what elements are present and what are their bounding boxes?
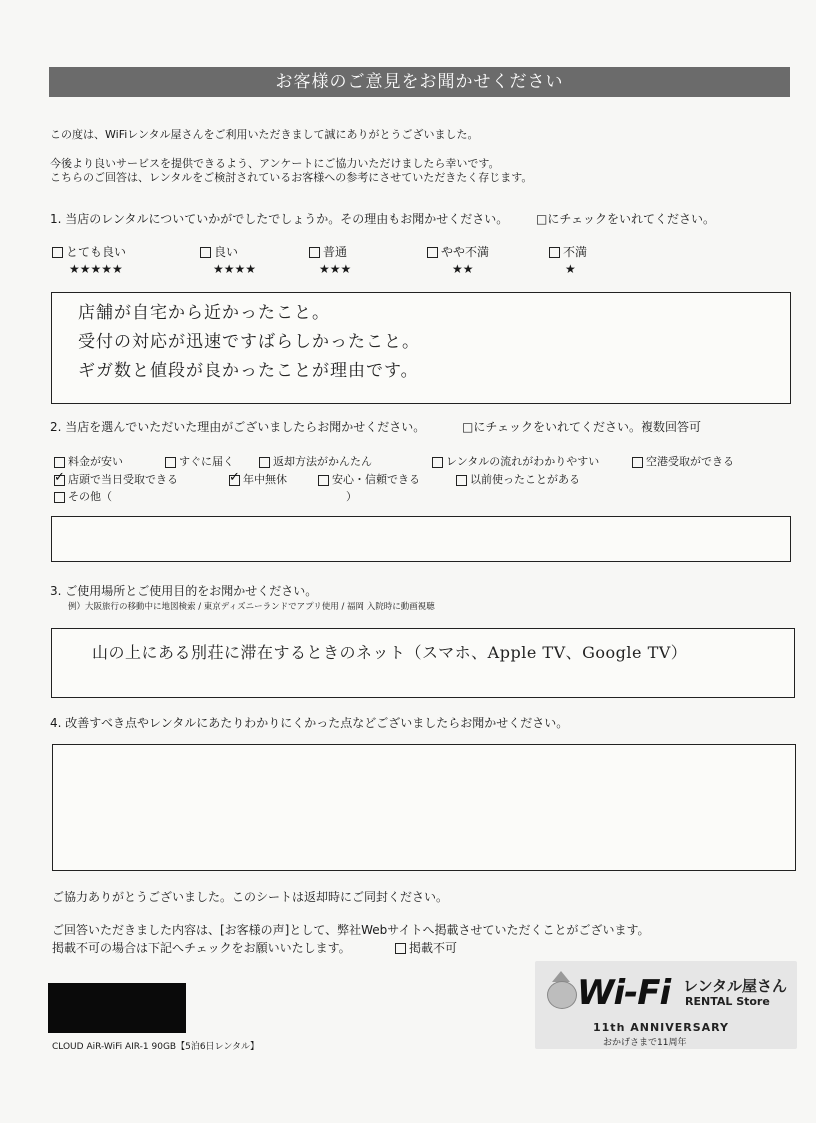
reason-label: 安心・信頼できる: [332, 473, 420, 486]
q1-answer-line-1: 店舗が自宅から近かったこと。: [78, 303, 330, 323]
rating-option-good[interactable]: [200, 245, 238, 260]
rating-label: やや不満: [441, 245, 490, 259]
logo-brand: Wi-Fi: [577, 973, 671, 1013]
checkbox-checked-icon[interactable]: [229, 475, 240, 486]
q3-answer-box[interactable]: [51, 628, 795, 698]
reason-label: 返却方法がかんたん: [273, 455, 372, 468]
mascot-icon: [547, 981, 577, 1009]
rating-label: とても良い: [66, 245, 127, 259]
rating-label: 不満: [563, 245, 588, 259]
q1-instruction: □にチェックをいれてください。: [536, 212, 715, 226]
reason-label: 以前使ったことがある: [470, 473, 580, 486]
q3-question: 3. ご使用場所とご使用目的をお聞かせください。: [50, 584, 318, 598]
q2-answer-box[interactable]: [51, 516, 791, 562]
q3-answer: 山の上にある別荘に滞在するときのネット（スマホ、Apple TV、Google TV）: [92, 643, 688, 662]
intro-line-1: この度は、WiFiレンタル屋さんをご利用いただきまして誠にありがとうございました。: [50, 128, 479, 141]
rating-stars: ★★★: [319, 262, 352, 276]
logo-jp-name: レンタル屋さん: [683, 977, 788, 995]
reason-option[interactable]: [456, 473, 580, 487]
q2-instruction: □にチェックをいれてください。複数回答可: [462, 420, 701, 434]
reason-option[interactable]: [432, 455, 599, 469]
q1-answer-box[interactable]: [51, 292, 791, 404]
footer-publish-note: ご回答いただきました内容は、[お客様の声]として、弊社Webサイトへ掲載させていただくことがございます。: [52, 923, 650, 937]
q3-example: 例）大阪旅行の移動中に地図検索 / 東京ディズニーランドでアプリ使用 / 福岡 入院時に動画視聴: [68, 602, 435, 612]
logo-en-name: RENTAL Store: [685, 995, 770, 1008]
rating-label: 普通: [323, 245, 348, 259]
checkbox-icon[interactable]: [432, 457, 443, 468]
checkbox-icon[interactable]: [549, 247, 560, 258]
checkbox-checked-icon[interactable]: [52, 247, 63, 258]
reason-label: すぐに届く: [179, 455, 234, 468]
checkbox-icon[interactable]: [200, 247, 211, 258]
q4-answer-box[interactable]: [52, 744, 796, 871]
q1-answer-line-3: ギガ数と値段が良かったことが理由です。: [78, 361, 419, 381]
reason-label: 空港受取ができる: [646, 455, 734, 468]
checkbox-icon[interactable]: [259, 457, 270, 468]
store-logo: [535, 961, 797, 1049]
logo-anniversary: 11th ANNIVERSARY: [593, 1021, 730, 1034]
q1-question: 1. 当店のレンタルについていかがでしたでしょうか。その理由もお聞かせください。: [50, 212, 509, 226]
reason-option[interactable]: [54, 455, 123, 469]
q1-answer-line-2: 受付の対応が迅速ですばらしかったこと。: [78, 332, 420, 352]
reason-label: 年中無休: [243, 473, 287, 486]
rating-stars: ★★★★★: [69, 262, 123, 276]
checkbox-checked-icon[interactable]: [54, 475, 65, 486]
intro-line-2: 今後より良いサービスを提供できるよう、アンケートにご協力いただけましたら幸いです。: [50, 157, 500, 170]
rating-option-average[interactable]: [309, 245, 347, 260]
checkbox-icon[interactable]: [54, 492, 65, 503]
checkbox-icon[interactable]: [309, 247, 320, 258]
reason-option[interactable]: [229, 473, 287, 487]
checkbox-icon[interactable]: [427, 247, 438, 258]
reason-label: 料金が安い: [68, 455, 123, 468]
rating-option-very-good[interactable]: [52, 245, 126, 260]
rating-option-somewhat-dissatisfied[interactable]: [427, 245, 489, 260]
reason-option[interactable]: [165, 455, 234, 469]
checkbox-icon[interactable]: [318, 475, 329, 486]
reason-option[interactable]: [318, 473, 420, 487]
rating-option-dissatisfied[interactable]: [549, 245, 587, 260]
rating-label: 良い: [214, 245, 239, 259]
intro-line-3: こちらのご回答は、レンタルをご検討されているお客様への参考にさせていただきたく存じます。: [50, 171, 533, 184]
rating-stars: ★: [565, 262, 576, 276]
page-title: お客様のご意見をお聞かせください: [49, 67, 790, 97]
checkbox-icon[interactable]: [456, 475, 467, 486]
reason-option[interactable]: [54, 473, 178, 487]
logo-thanks: おかげさまで11周年: [603, 1038, 687, 1048]
reason-label: レンタルの流れがわかりやすい: [446, 455, 600, 468]
reason-label: その他（: [68, 490, 112, 503]
q4-question: 4. 改善すべき点やレンタルにあたりわかりにくかった点などございましたらお聞かせください。: [50, 716, 569, 730]
no-publish-label: 掲載不可: [409, 941, 458, 955]
checkbox-icon[interactable]: [54, 457, 65, 468]
rating-stars: ★★★★: [213, 262, 257, 276]
checkbox-icon[interactable]: [632, 457, 643, 468]
reason-option[interactable]: [632, 455, 734, 469]
checkbox-icon[interactable]: [165, 457, 176, 468]
rating-stars: ★★: [452, 262, 474, 276]
other-close-paren: ）: [346, 490, 357, 503]
q2-question: 2. 当店を選んでいただいた理由がございましたらお聞かせください。: [50, 420, 426, 434]
rental-info: CLOUD AiR-WiFi AIR-1 90GB【5泊6日レンタル】: [52, 1042, 259, 1052]
no-publish-option[interactable]: [395, 941, 457, 956]
redacted-block: [48, 983, 186, 1033]
reason-label: 店頭で当日受取できる: [68, 473, 178, 486]
reason-option-other[interactable]: [54, 490, 112, 504]
reason-option[interactable]: [259, 455, 372, 469]
footer-publish-instruction: 掲載不可の場合は下記へチェックをお願いいたします。: [52, 941, 351, 955]
checkbox-icon[interactable]: [395, 943, 406, 954]
footer-thanks: ご協力ありがとうございました。このシートは返却時にご同封ください。: [52, 890, 449, 904]
